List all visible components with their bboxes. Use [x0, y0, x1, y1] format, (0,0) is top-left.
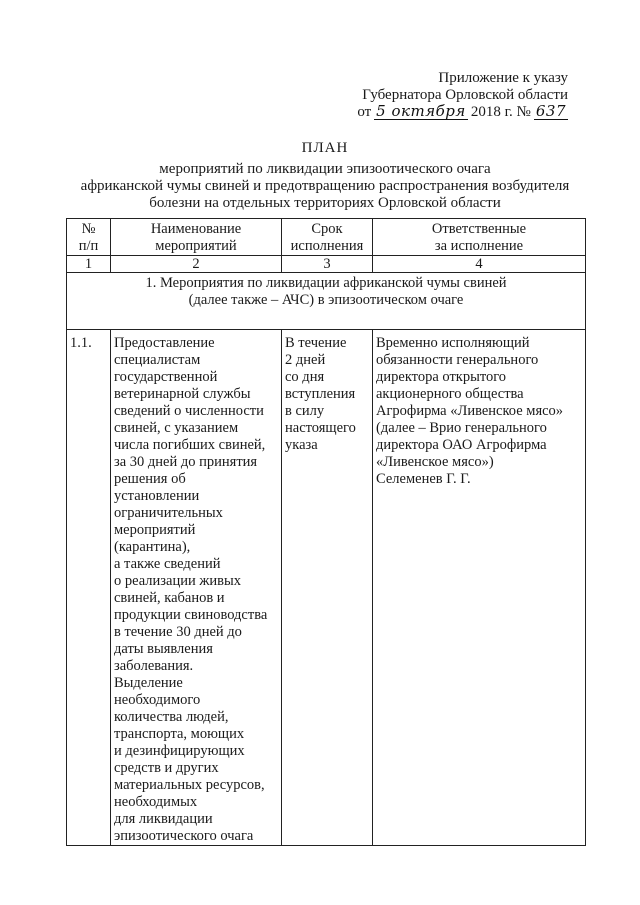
title-line-3: болезни на отдельных территориях Орловской области [149, 195, 501, 211]
column-number-2: 2 [111, 256, 282, 273]
plan-heading: ПЛАН [301, 140, 349, 156]
section-heading-row [67, 273, 586, 330]
measures-table [66, 218, 586, 846]
document-title [60, 140, 590, 212]
section-1-heading: 1. Мероприятия по ликвидации африканской чумы свиней (далее также – АЧС) в эпизоотическом очаге [67, 273, 586, 330]
handwritten-number: 637 [535, 102, 566, 120]
row-term: В течение 2 дней со дня вступления в силу настоящего указа [282, 330, 373, 846]
header-responsible: Ответственные за исполнение [373, 219, 586, 256]
header-term: Срок исполнения [282, 219, 373, 256]
appendix-line-2: Губернатора Орловской области [362, 87, 568, 103]
appendix-line-1: Приложение к указу [438, 70, 568, 86]
handwritten-date: 5 октября [376, 102, 466, 120]
date-prefix: от [357, 104, 372, 120]
title-line-1: мероприятий по ликвидации эпизоотического очага [159, 161, 491, 177]
table-row [67, 330, 586, 846]
appendix-header [338, 70, 568, 121]
title-line-2: африканской чумы свиней и предотвращению распространения возбудителя [80, 178, 570, 194]
decree-year: 2018 г. № [470, 104, 531, 120]
column-numbers-row [67, 256, 586, 273]
column-number-4: 4 [373, 256, 586, 273]
decree-date-line [338, 104, 568, 121]
column-number-3: 3 [282, 256, 373, 273]
row-responsible: Временно исполняющий обязанности генерального директора открытого акционерного общества Агрофирма «Ливенское мясо» (далее – Врио генерального директора ОАО Агрофирма «Ливенское мясо») Селеменев Г. Г. [373, 330, 586, 846]
row-measure: Предоставление специалистам государственной ветеринарной службы сведений о численности свиней, с указанием числа погибших свиней, за 30 дней до принятия решения об установлении ограничительных мероприятий (карантина), а также сведений о реализации живых свиней, кабанов и продукции свиноводства в течение 30 дней до даты выявления заболевания. Выделение необходимого количества людей, транспорта, моющих и дезинфицирующих средств и других материальных ресурсов, необходимых для ликвидации эпизоотического очага [111, 330, 282, 846]
table-header-row [67, 219, 586, 256]
row-number: 1.1. [67, 330, 111, 846]
header-measures: Наименование мероприятий [111, 219, 282, 256]
header-number: № п/п [67, 219, 111, 256]
column-number-1: 1 [67, 256, 111, 273]
